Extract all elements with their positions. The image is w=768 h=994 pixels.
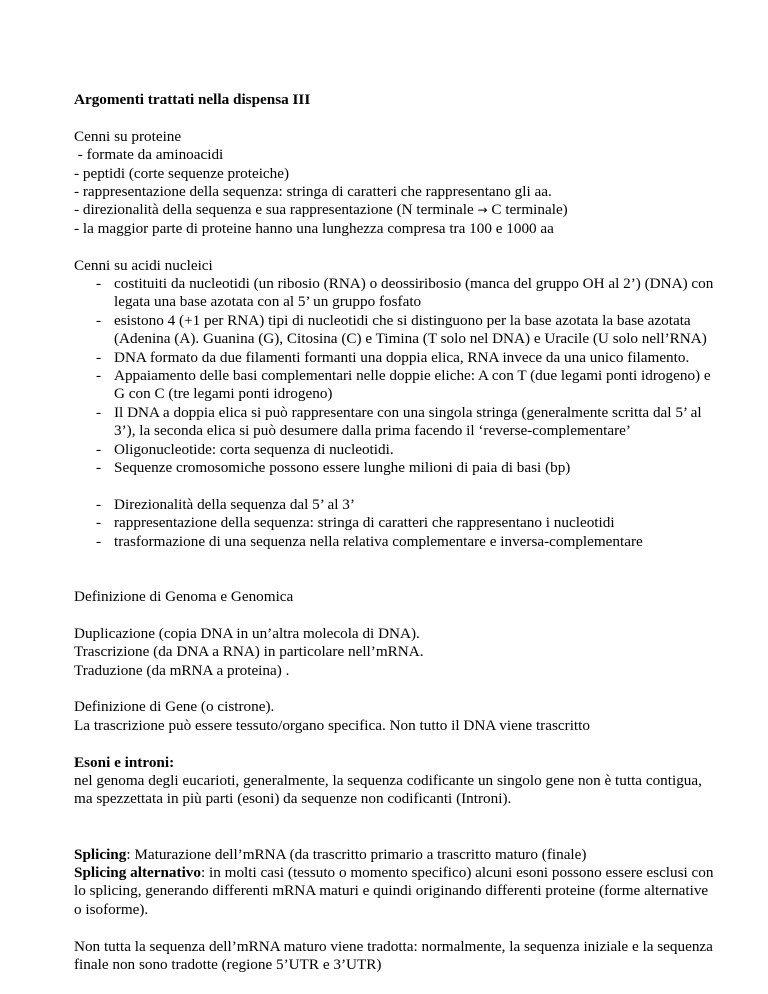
splicing-text: : Maturazione dell’mRNA (da trascritto primario a trascritto maturo (finale)	[126, 845, 587, 863]
acidi-item: - Direzionalità della sequenza dal 5’ al 3’	[74, 496, 714, 514]
esoni-text: nel genoma degli eucarioti, generalmente, la sequenza codificante un singolo gene non è tutta contigua, ma spezzettata in più parti (esoni) da sequenze non codificanti (Introni).	[74, 771, 702, 808]
splicing-alternativo-text: : in molti casi (tessuto o momento specifico) alcuni esoni possono essere esclusi con lo splicing, generando differenti mRNA maturi e quindi originando differenti proteine (forme alternative o isoforme).	[74, 863, 714, 918]
acidi-heading: Cenni su acidi nucleici	[74, 256, 213, 274]
document-title: Argomenti trattati nella dispensa III	[74, 91, 311, 108]
dash-bullet: -	[95, 514, 101, 532]
proteine-item: - rappresentazione della sequenza: stringa di caratteri che rappresentano gli aa.	[74, 183, 552, 201]
dash-bullet: -	[95, 532, 101, 550]
dash-bullet: -	[95, 311, 101, 329]
processo-line: Traduzione (da mRNA a proteina) .	[74, 661, 290, 679]
acidi-item: - Il DNA a doppia elica si può rappresentare con una singola stringa (generalmente scritta dal 5’ al 3’), la seconda elica si può desumere dalla prima facendo il ‘reverse-complementare’	[74, 404, 714, 441]
splicing-label: Splicing	[74, 845, 127, 863]
proteine-heading: Cenni su proteine	[74, 127, 182, 145]
utr-paragraph: Non tutta la sequenza dell’mRNA maturo viene tradotta: normalmente, la sequenza iniziale e la sequenza finale non sono tradotte (regione 5’UTR e 3’UTR)	[74, 937, 713, 973]
dash-bullet: -	[95, 440, 101, 458]
dash-bullet: -	[95, 348, 101, 366]
direction-text-end: C terminale)	[487, 201, 568, 219]
acidi-item: - rappresentazione della sequenza: stringa di caratteri che rappresentano i nucleotidi	[74, 514, 714, 532]
document-page	[74, 91, 714, 974]
esoni-heading: Esoni e introni:	[74, 753, 175, 771]
genoma-definition: Definizione di Genoma e Genomica	[74, 587, 294, 605]
proteine-item-direction	[74, 201, 714, 219]
proteine-item: - peptidi (corte sequenze proteiche)	[74, 164, 290, 182]
processo-line: Duplicazione (copia DNA in un’altra molecola di DNA).	[74, 624, 420, 642]
dash-bullet: -	[95, 367, 101, 385]
acidi-item: - trasformazione di una sequenza nella relativa complementare e inversa-complementare	[74, 533, 714, 551]
direction-text-start: - direzionalità della sequenza e sua rappresentazione (N terminale	[74, 201, 478, 219]
acidi-item: - DNA formato da due filamenti formanti una doppia elica, RNA invece da una unico filamento.	[74, 349, 714, 367]
dash-bullet: -	[95, 495, 101, 513]
proteine-item: - la maggior parte di proteine hanno una lunghezza compresa tra 100 e 1000 aa	[74, 219, 554, 237]
dash-bullet: -	[95, 459, 101, 477]
processo-line: Trascrizione (da DNA a RNA) in particolare nell’mRNA.	[74, 643, 424, 661]
arrow-right-icon: →	[477, 203, 488, 218]
acidi-item: - Sequenze cromosomiche possono essere lunghe milioni di paia di basi (bp)	[74, 459, 714, 477]
splicing-alternativo-paragraph	[74, 864, 714, 919]
acidi-item: - costituiti da nucleotidi (un ribosio (RNA) o deossiribosio (manca del gruppo OH al 2’) (DNA) con legata una base azotata con al 5’ un gruppo fosfato	[74, 275, 714, 312]
acidi-item: - Appaiamento delle basi complementari nelle doppie eliche: A con T (due legami ponti idrogeno) e G con C (tre legami ponti idrogeno)	[74, 367, 714, 404]
gene-trascrizione: La trascrizione può essere tessuto/organo specifica. Non tutto il DNA viene trascritto	[74, 716, 590, 734]
splicing-paragraph	[74, 846, 714, 864]
dash-bullet: -	[95, 275, 101, 293]
dash-bullet: -	[95, 403, 101, 421]
gene-definition: Definizione di Gene (o cistrone).	[74, 698, 275, 716]
acidi-item: - Oligonucleotide: corta sequenza di nucleotidi.	[74, 441, 714, 459]
acidi-item: - esistono 4 (+1 per RNA) tipi di nucleotidi che si distinguono per la base azotata la base azotata (Adenina (A). Guanina (G), Citosina (C) e Timina (T solo nel DNA) e Uracile (U solo nell’RNA)	[74, 312, 714, 349]
splicing-alternativo-label: Splicing alternativo	[74, 863, 201, 881]
proteine-item: - formate da aminoacidi	[74, 146, 224, 164]
